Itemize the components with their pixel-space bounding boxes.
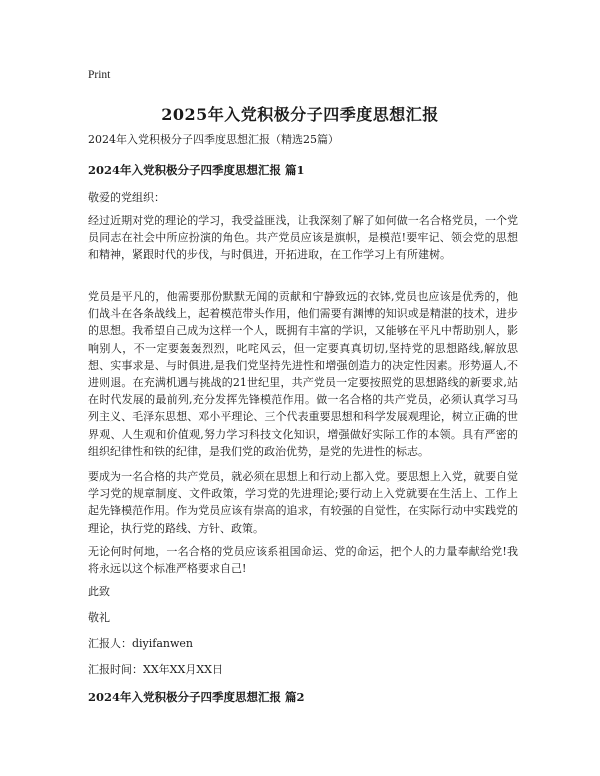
closing-line-1: 此致 bbox=[88, 585, 110, 598]
reporter-label: 汇报人： bbox=[88, 637, 132, 650]
paragraph-3: 要成为一名合格的共产党员，就必须在思想上和行动上都入党。要思想上入党，就要自觉学习党的规章制度、文件政策，学习党的先进理论;要行动上入党就要在生活上、工作上起先锋模范作用。作为党员应该有崇高的追求，有较强的自觉性，在实际行动中实践党的理论，执行党的路线、方针、政策。 bbox=[88, 470, 518, 535]
document-subtitle: 2024年入党积极分子四季度思想汇报（精选25篇） bbox=[88, 133, 339, 146]
paragraph-1: 经过近期对党的理论的学习，我受益匪浅，让我深刻了解了如何做一名合格党员，一个党员同志在社会中所应扮演的角色。共产党员应该是旗帜，是模范!要牢记、领会党的思想和精神，紧跟时代的步伐，与时俱进，开拓进取，在工作学习上有所建树。 bbox=[88, 214, 518, 262]
reporter-name: diyifanwen bbox=[132, 637, 194, 650]
salutation: 敬爱的党组织： bbox=[88, 191, 165, 204]
document-title: 2025年入党积极分子四季度思想汇报 bbox=[161, 105, 439, 124]
paragraph-2: 党员是平凡的，他需要那份默默无闻的贡献和宁静致远的衣钵,党员也应该是优秀的，他们战斗在各条战线上，起着模范带头作用，他们需要有渊博的知识或是精湛的技术，进步的思想。我希望自己成为这样一个人，既拥有丰富的学识，又能够在平凡中帮助别人，影响别人，不一定要轰轰烈烈，叱咤风云，但一定要真真切切,坚持党的思想路线,解放思想、实事求是、与时俱进,是我们党坚持先进性和增强创造力的决定性因素。形势逼人,不进则退。在充满机遇与挑战的21世纪里，共产党员一定要按照党的思想路线的新要求,站在时代发展的最前列,充分发挥先锋模范作用。做一名合格的共产党员，必须认真学习马列主义、毛泽东思想、邓小平理论、三个代表重要思想和科学发展观理论，树立正确的世界观、人生观和价值观,努力学习科技文化知识，增强做好实际工作的本领。具有严密的组织纪律性和铁的纪律，是我们党的政治优势，是党的先进性的标志。 bbox=[88, 290, 518, 458]
report-time-line bbox=[88, 661, 223, 677]
paragraph-4: 无论何时何地，一名合格的党员应该系祖国命运、党的命运，把个人的力量奉献给党!我将永远以这个标准严格要求自己! bbox=[88, 545, 518, 576]
section-heading-2: 2024年入党积极分子四季度思想汇报 篇2 bbox=[88, 690, 305, 704]
closing-line-2: 敬礼 bbox=[88, 611, 110, 624]
report-time-value: XX年XX月XX日 bbox=[143, 663, 223, 676]
section-heading-1: 2024年入党积极分子四季度思想汇报 篇1 bbox=[88, 163, 305, 177]
print-label[interactable]: Print bbox=[88, 69, 111, 81]
report-time-label: 汇报时间： bbox=[88, 663, 143, 676]
reporter-line bbox=[88, 635, 193, 651]
